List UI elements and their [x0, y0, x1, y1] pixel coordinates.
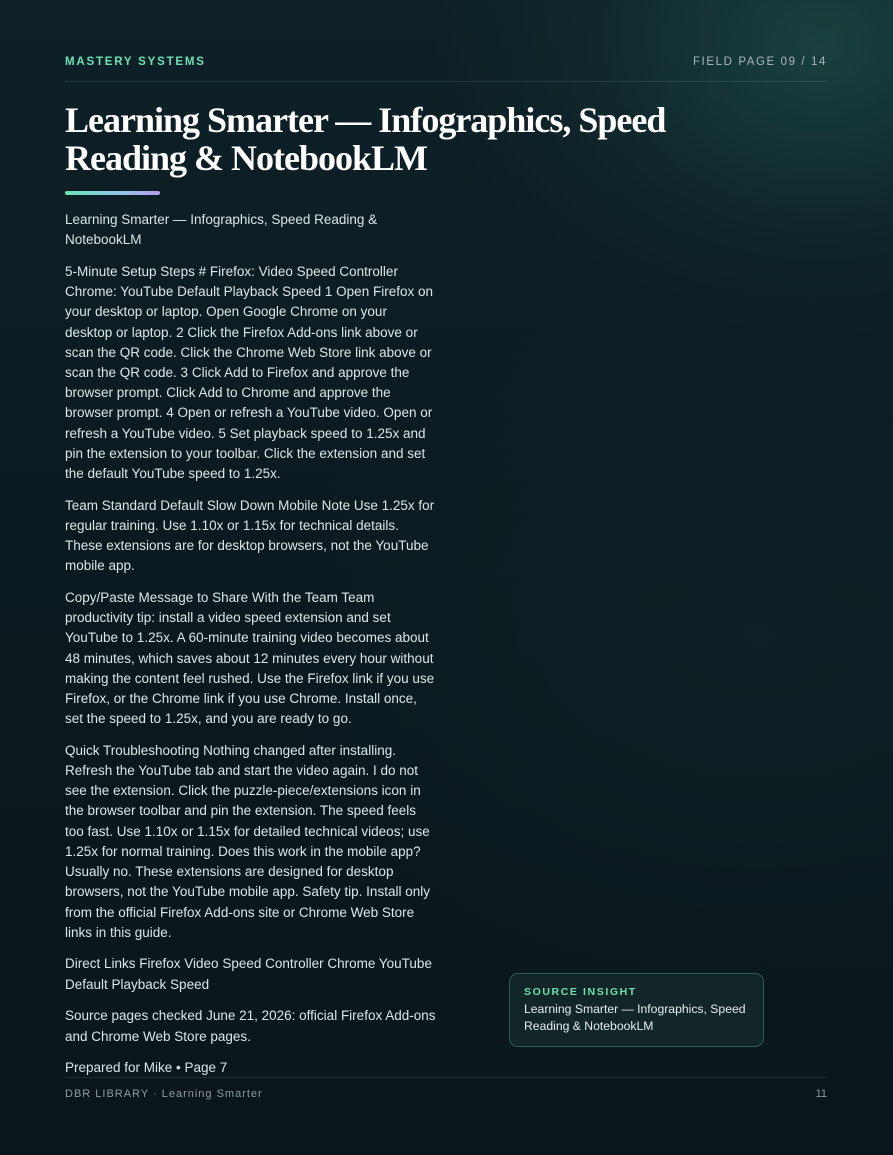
paragraph-intro: Learning Smarter — Infographics, Speed Reading & NotebookLM [65, 212, 378, 248]
page-header [65, 55, 827, 82]
footer-library-label: DBR LIBRARY · Learning Smarter [65, 1088, 263, 1100]
source-insight-text: Learning Smarter — Infographics, Speed Reading & NotebookLM [524, 1002, 746, 1033]
source-insight-label: SOURCE INSIGHT [524, 986, 637, 998]
paragraph-source-pages: Source pages checked June 21, 2026: official Firefox Add-ons and Chrome Web Store pages. [65, 1008, 436, 1044]
page-title: Learning Smarter — Infographics, Speed Reading & NotebookLM [65, 100, 666, 178]
paragraph-team-standard: Team Standard Default Slow Down Mobile Note Use 1.25x for regular training. Use 1.10x or 1.15x for technical details. These extensions are for desktop browsers, not the YouTube mobile app. [65, 497, 435, 574]
title-accent-rule [65, 191, 160, 195]
field-page-indicator: FIELD PAGE 09 / 14 [692, 56, 827, 68]
page-footer [65, 1077, 827, 1102]
brand-label: MASTERY SYSTEMS [65, 56, 206, 68]
body-text [65, 210, 437, 1090]
document-page [65, 0, 827, 1155]
source-insight-card [509, 973, 764, 1047]
paragraph-setup-steps: 5-Minute Setup Steps # Firefox: Video Speed Controller Chrome: YouTube Default Playback Speed 1 Open Firefox on your desktop or laptop. Open Google Chrome on your desktop or laptop. 2 Click the Firefox Add-ons link above or scan the QR code. Click the Chrome Web Store link above or scan the QR code. 3 Click Add to Firefox and approve the browser prompt. Click Add to Chrome and approve the browser prompt. 4 Open or refresh a YouTube video. Open or refresh a YouTube video. 5 Set playback speed to 1.25x and pin the extension to your toolbar. Click the extension and set the default YouTube speed to 1.25x. [65, 263, 433, 481]
paragraph-direct-links: Direct Links Firefox Video Speed Controller Chrome YouTube Default Playback Speed [65, 956, 432, 992]
paragraph-prepared-for: Prepared for Mike • Page 7 [65, 1060, 228, 1076]
paragraph-troubleshooting: Quick Troubleshooting Nothing changed after installing. Refresh the YouTube tab and start the video again. I do not see the extension. Click the puzzle-piece/extensions icon in the browser toolbar and pin the extension. The speed feels too fast. Use 1.10x or 1.15x for detailed technical videos; use 1.25x for normal training. Does this work in the mobile app? Usually no. These extensions are designed for desktop browsers, not the YouTube mobile app. Safety tip. Install only from the official Firefox Add-ons site or Chrome Web Store links in this guide. [65, 742, 430, 940]
paragraph-share-message: Copy/Paste Message to Share With the Team Team productivity tip: install a video speed extension and set YouTube to 1.25x. A 60-minute training video becomes about 48 minutes, which saves about 12 minutes every hour without making the content feel rushed. Use the Firefox link if you use Firefox, or the Chrome link if you use Chrome. Install once, set the speed to 1.25x, and you are ready to go. [65, 589, 435, 727]
footer-page-number: 11 [815, 1088, 827, 1100]
